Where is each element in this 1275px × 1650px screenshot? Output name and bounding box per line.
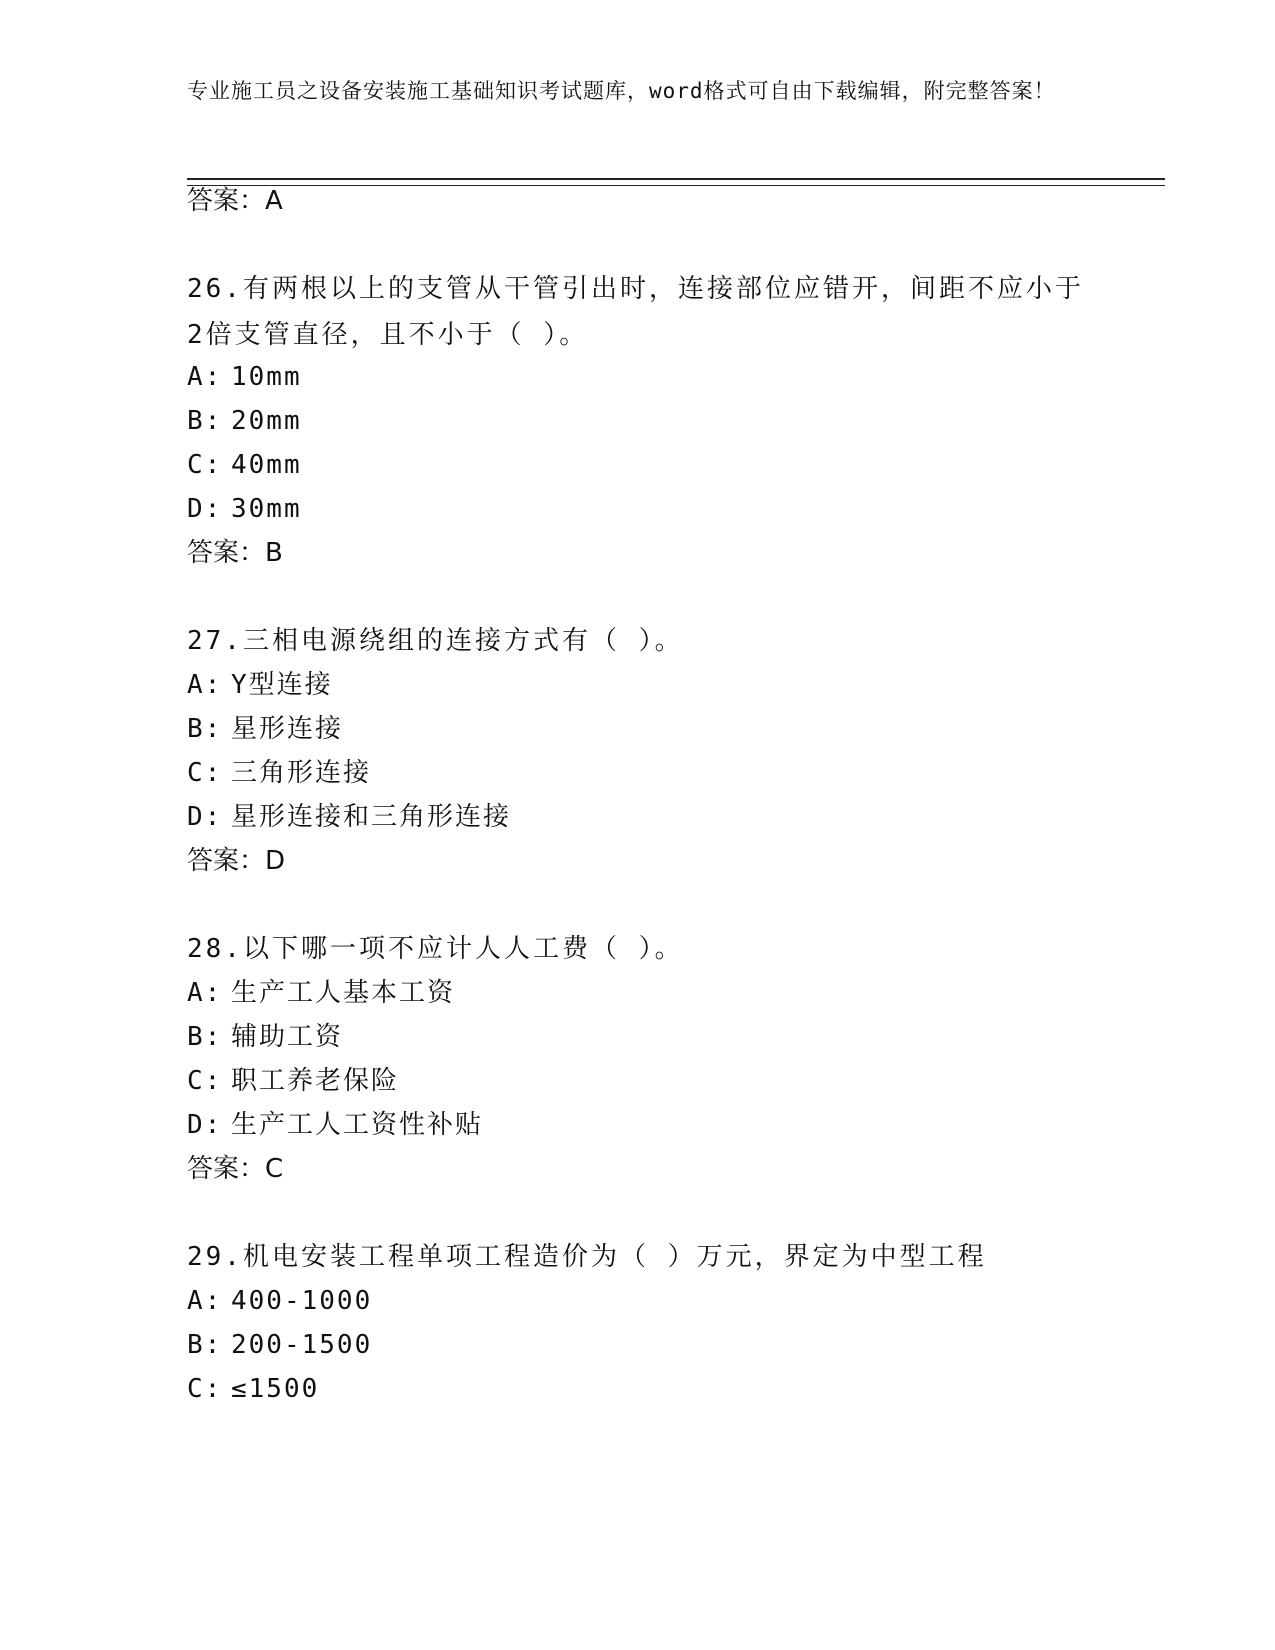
- option-label: D:: [187, 802, 223, 832]
- option-text: 40mm: [231, 450, 302, 480]
- option-text: Y型连接: [231, 670, 333, 700]
- option-text: 30mm: [231, 494, 302, 524]
- option-label: A:: [187, 978, 223, 1008]
- option-label: C:: [187, 758, 223, 788]
- option-label: B:: [187, 406, 223, 436]
- option-text: 职工养老保险: [231, 1066, 400, 1096]
- question-26-option-a: [187, 360, 302, 394]
- option-label: B:: [187, 714, 223, 744]
- option-label: C:: [187, 450, 223, 480]
- option-label: B:: [187, 1330, 223, 1360]
- option-label: A:: [187, 670, 223, 700]
- question-27-option-c: [187, 756, 371, 790]
- question-28-option-c: [187, 1064, 399, 1098]
- option-label: C:: [187, 1066, 223, 1096]
- question-29-option-b: [187, 1328, 372, 1362]
- question-29-option-c: [187, 1372, 319, 1406]
- option-text: 星形连接: [231, 714, 344, 744]
- document-header: 专业施工员之设备安装施工基础知识考试题库，word格式可自由下载编辑，附完整答案！: [187, 79, 1056, 103]
- option-label: D:: [187, 494, 223, 524]
- question-28-stem: 28.以下哪一项不应计人人工费（ ）。: [187, 934, 684, 964]
- option-text: ≤1500: [231, 1374, 320, 1404]
- question-28-option-d: [187, 1108, 483, 1142]
- header-divider: [187, 178, 1165, 186]
- option-text: 生产工人工资性补贴: [231, 1110, 484, 1140]
- option-text: 生产工人基本工资: [231, 978, 456, 1008]
- question-27-option-a: [187, 668, 333, 702]
- question-29-stem: 29.机电安装工程单项工程造价为（ ）万元，界定为中型工程: [187, 1242, 987, 1272]
- answer-28: 答案：C: [187, 1154, 284, 1184]
- question-26-stem: 26.有两根以上的支管从干管引出时，连接部位应错开，间距不应小于2倍支管直径，且不小于（ ）。: [187, 274, 1084, 350]
- question-29-option-a: [187, 1284, 372, 1318]
- option-label: D:: [187, 1110, 223, 1140]
- option-text: 三角形连接: [231, 758, 372, 788]
- answer-26: 答案：B: [187, 538, 283, 568]
- answer-25: 答案：A: [187, 186, 283, 216]
- option-label: B:: [187, 1022, 223, 1052]
- question-27-stem: 27.三相电源绕组的连接方式有（ ）。: [187, 626, 684, 656]
- question-27-option-b: [187, 712, 343, 746]
- option-text: 20mm: [231, 406, 302, 436]
- option-text: 10mm: [231, 362, 302, 392]
- option-label: A:: [187, 362, 223, 392]
- option-text: 200-1500: [231, 1330, 373, 1360]
- question-28-option-b: [187, 1020, 343, 1054]
- option-text: 400-1000: [231, 1286, 373, 1316]
- option-label: A:: [187, 1286, 223, 1316]
- question-26-option-b: [187, 404, 302, 438]
- question-28-option-a: [187, 976, 455, 1010]
- option-label: C:: [187, 1374, 223, 1404]
- question-26-option-d: [187, 492, 302, 526]
- option-text: 辅助工资: [231, 1022, 344, 1052]
- option-text: 星形连接和三角形连接: [231, 802, 512, 832]
- question-27-option-d: [187, 800, 511, 834]
- answer-27: 答案：D: [187, 846, 286, 876]
- question-26-option-c: [187, 448, 302, 482]
